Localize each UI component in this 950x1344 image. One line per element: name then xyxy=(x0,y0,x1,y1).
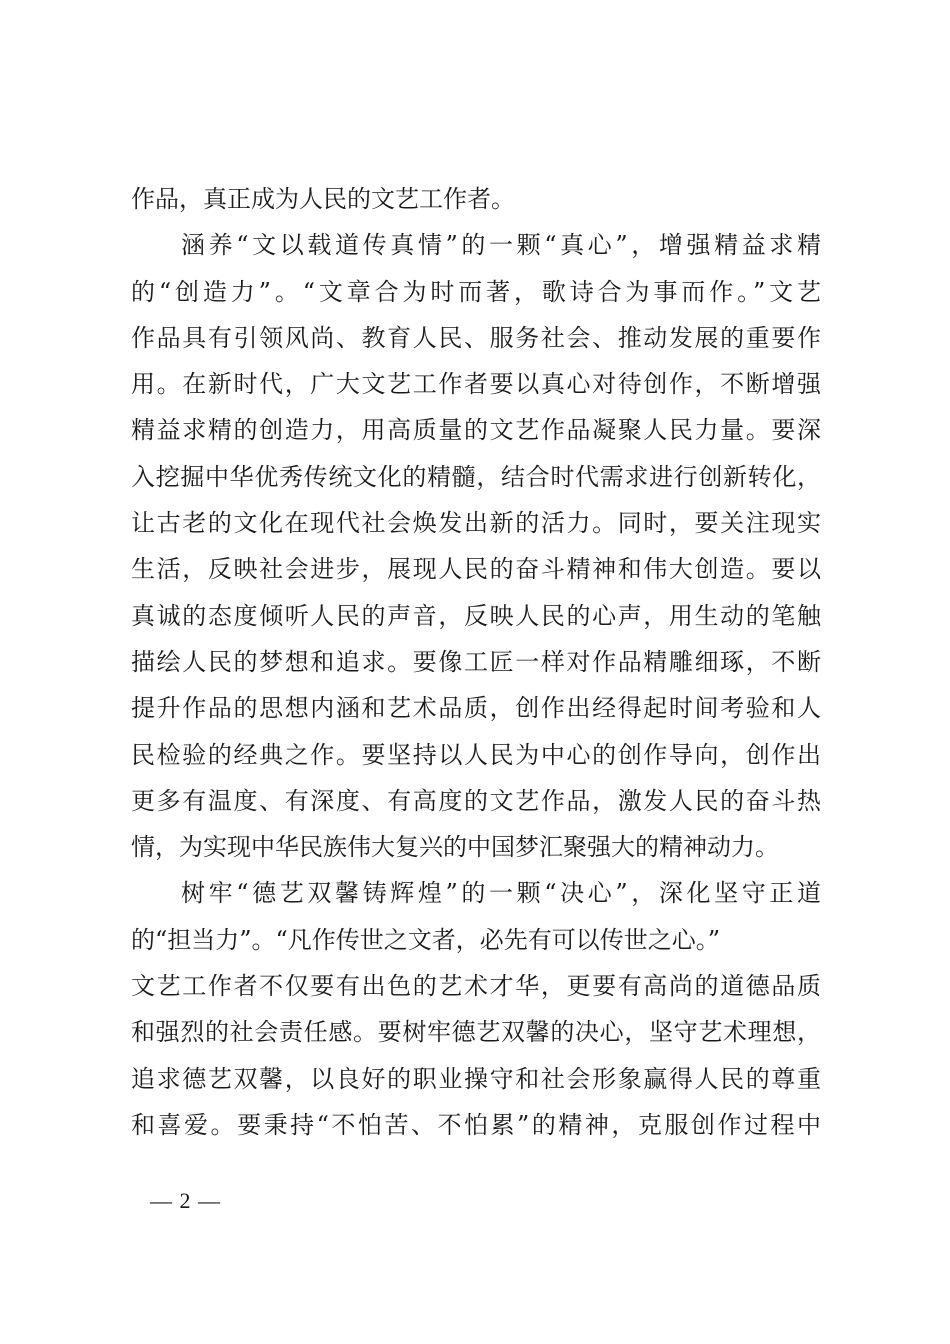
text-line: 文艺工作者不仅要有出色的艺术才华，更要有高尚的道德品质 xyxy=(131,972,821,1001)
text-line: 情，为实现中华民族伟大复兴的中国梦汇聚强大的精神动力。 xyxy=(131,833,779,862)
text-line: 描绘人民的梦想和追求。要像工匠一样对作品精雕细琢，不断 xyxy=(131,647,821,676)
text-line: 的“担当力”。“凡作传世之文者，必先有可以传世之心。” xyxy=(131,925,721,954)
body-text xyxy=(131,176,821,1148)
paragraph-start-line: 树牢“德艺双馨铸辉煌”的一颗“决心”，深化坚守正道 xyxy=(181,879,821,908)
text-line: 更多有温度、有深度、有高度的文艺作品，激发人民的奋斗热 xyxy=(131,786,821,815)
text-line: 生活，反映社会进步，展现人民的奋斗精神和伟大创造。要以 xyxy=(131,555,821,584)
text-line: 和喜爱。要秉持“不怕苦、不怕累”的精神，克服创作过程中 xyxy=(131,1110,821,1139)
paragraph-start-line: 涵养“文以载道传真情”的一颗“真心”，增强精益求精 xyxy=(181,231,821,260)
text-line: 提升作品的思想内涵和艺术品质，创作出经得起时间考验和人 xyxy=(131,694,821,723)
text-line: 的“创造力”。“文章合为时而著，歌诗合为事而作。”文艺 xyxy=(131,277,821,306)
text-line: 作品，真正成为人民的文艺工作者。 xyxy=(131,185,515,213)
text-line: 追求德艺双馨，以良好的职业操守和社会形象赢得人民的尊重 xyxy=(131,1064,821,1093)
text-line: 精益求精的创造力，用高质量的文艺作品凝聚人民力量。要深 xyxy=(131,416,821,445)
text-line: 用。在新时代，广大文艺工作者要以真心对待创作，不断增强 xyxy=(131,370,821,399)
text-line: 让古老的文化在现代社会焕发出新的活力。同时，要关注现实 xyxy=(131,509,821,538)
text-line: 和强烈的社会责任感。要树牢德艺双馨的决心，坚守艺术理想， xyxy=(131,1018,821,1047)
text-line: 真诚的态度倾听人民的声音，反映人民的心声，用生动的笔触 xyxy=(131,601,821,630)
text-line: 民检验的经典之作。要坚持以人民为中心的创作导向，创作出 xyxy=(131,740,821,769)
page-number: — 2 — xyxy=(150,1188,221,1213)
text-line: 入挖掘中华优秀传统文化的精髓，结合时代需求进行创新转化， xyxy=(131,462,821,491)
text-line: 作品具有引领风尚、教育人民、服务社会、推动发展的重要作 xyxy=(131,323,821,352)
